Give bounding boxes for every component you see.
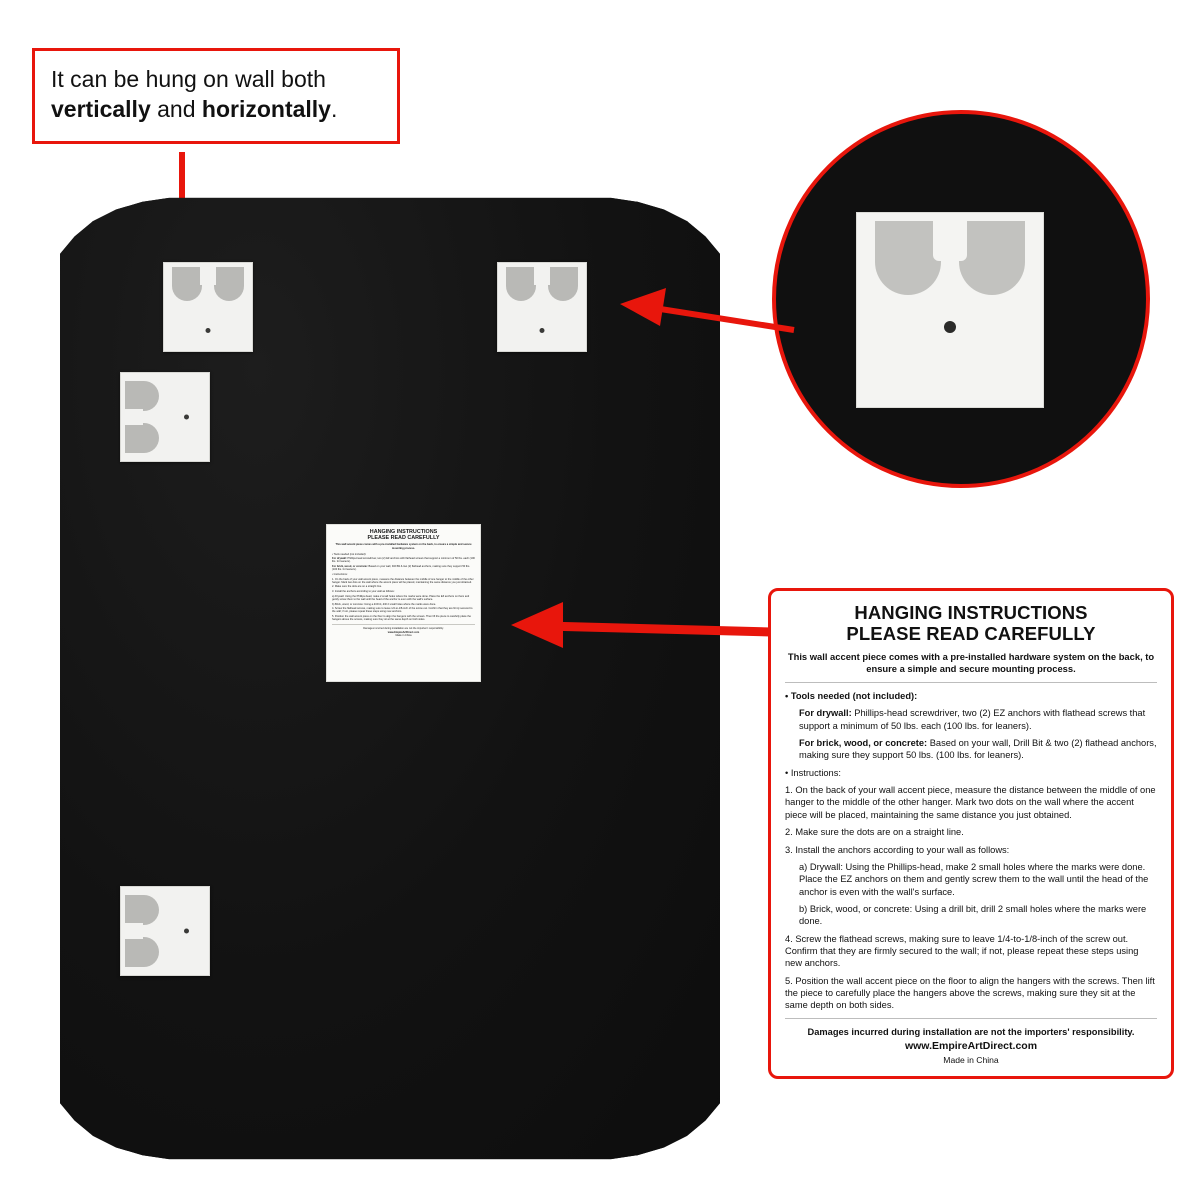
hanger-bracket-top-left	[163, 262, 253, 352]
closeup-hanger-keyhole-tab	[933, 213, 967, 261]
hanger-bracket-left-upper	[120, 372, 210, 462]
label-tools-drywall: For drywall: Phillips-head screwdriver, two (2) EZ anchors with flathead screws that support a minimum of 50 lbs. each (100 lbs. for leaners).	[332, 557, 475, 564]
label-title-line-1: HANGING INSTRUCTIONS	[369, 529, 438, 535]
label-subtitle: This wall accent piece comes with a pre-installed hardware system on the back, to ensure a simple and secure mounting process.	[335, 543, 472, 550]
instructions-step-3: 3. Install the anchors according to your wall as follows:	[785, 844, 1010, 855]
label-tools-header: • Tools needed (not included):	[332, 552, 367, 556]
hanger-keyhole-tab	[121, 923, 143, 939]
label-title-line-2: PLEASE READ CAREFULLY	[367, 535, 440, 542]
closeup-hanger-screw-dot	[944, 321, 956, 333]
hanger-screw-dot	[206, 328, 211, 333]
instructions-tools-drywall: For drywall: Phillips-head screwdriver, two (2) EZ anchors with flathead screws that support a minimum of 50 lbs. each (100 lbs. for leaners).	[799, 708, 1146, 731]
callout-line-1: It can be hung on wall both	[51, 66, 326, 92]
instructions-subtitle: This wall accent piece comes with a pre-installed hardware system on the back, to ensure a simple and secure mounting process.	[785, 651, 1157, 683]
hanger-lobe-left	[506, 267, 536, 301]
callout-box-hanging-orientation	[32, 48, 400, 144]
callout-bold-horizontally: horizontally	[201, 95, 331, 122]
closeup-hanger-lobe-left	[875, 221, 941, 295]
instructions-step-4: 4. Screw the flathead screws, making sure to leave 1/4-to-1/8-inch of the screw out. Confirm that they are firmly secured to the wall; if not, please repeat these steps using new anchors.	[785, 933, 1139, 969]
hanger-lobe-top	[125, 895, 159, 925]
instructions-made-in: Made in China	[943, 1054, 999, 1065]
instructions-tools-brick: For brick, wood, or concrete: Based on your wall, Drill Bit & two (2) flathead anchors, making sure they support 50 lbs. (100 lbs. for leaners).	[799, 738, 1157, 761]
arrow-closeup-to-hanger	[598, 278, 798, 348]
instructions-steps-header: • Instructions:	[785, 767, 841, 778]
label-step-3a: a) Drywall: Using the Phillips-head, make 2 small holes where the marks were done. Place the EZ anchors on them and gently screw them to the wall until the head of the anchor is even with the wall's surface.	[332, 594, 470, 601]
callout-line-2	[51, 95, 381, 125]
hanger-keyhole-tab	[121, 409, 143, 425]
hanger-lobe-right	[214, 267, 244, 301]
label-step-5: 5. Position the wall accent piece on the floor to align the hangers with the screws. Then lift the piece to carefully place the hangers above the screws, making sure they sit at the same depth on both sides.	[332, 614, 471, 622]
arrow-instructions-to-label	[415, 590, 775, 660]
instructions-tools-header: • Tools needed (not included):	[785, 690, 918, 701]
closeup-hanger-plate	[856, 212, 1044, 408]
instructions-title-line-2: PLEASE READ CAREFULLY	[846, 622, 1096, 644]
label-step-3: 3. Install the anchors according to your wall as follows:	[332, 590, 395, 594]
hanger-screw-dot	[540, 328, 545, 333]
hanger-lobe-top	[125, 381, 159, 411]
label-damages-note: Damages incurred during installation are not the importers' responsibility.	[363, 627, 444, 631]
label-instructions-header: • Instructions:	[332, 572, 348, 576]
hanging-instructions-panel	[768, 588, 1174, 1079]
label-website: www.EmpireArtDirect.com	[387, 630, 420, 634]
hardware-closeup-circle	[772, 110, 1150, 488]
label-tools-brick: For brick, wood, or concrete: Based on your wall, Drill Bit & two (2) flathead anchors, making sure they support 50 lbs. (100 lbs. for leaners).	[332, 565, 470, 572]
instructions-step-3b: b) Brick, wood, or concrete: Using a drill bit, drill 2 small holes where the marks were done.	[799, 903, 1147, 927]
label-step-4: 4. Screw the flathead screws, making sure to leave 1/4-to-1/8-inch of the screw out. Confirm that they are firmly secured to the wall; if not, please repeat these steps using new anchors.	[332, 607, 473, 614]
instructions-title-line-1: HANGING INSTRUCTIONS	[854, 602, 1088, 623]
hanger-lobe-bottom	[125, 423, 159, 453]
instructions-step-1: 1. On the back of your wall accent piece, measure the distance between the middle of one hanger to the middle of the other hanger. Mark two dots on the wall where the accent piece will be placed, maintaining the same distance you just obtained.	[785, 785, 1156, 820]
callout-bold-vertically: vertically	[51, 95, 151, 122]
callout-period: .	[330, 95, 338, 122]
hanger-lobe-left	[172, 267, 202, 301]
hanger-lobe-right	[548, 267, 578, 301]
label-step-3b: b) Brick, wood, or concrete: Using a drill bit, drill 2 small holes where the marks were done.	[332, 602, 437, 606]
instructions-step-2: 2. Make sure the dots are on a straight line.	[785, 827, 964, 838]
hanger-bracket-top-right	[497, 262, 587, 352]
instructions-step-5: 5. Position the wall accent piece on the floor to align the hangers with the screws. Then lift the piece to carefully place the hangers above the screws, making sure they sit at the same depth on both sides.	[785, 975, 1155, 1011]
hanger-bracket-left-lower	[120, 886, 210, 976]
closeup-hanger-lobe-right	[959, 221, 1025, 295]
hanger-keyhole-tab	[534, 263, 550, 285]
hanger-screw-dot	[184, 929, 189, 934]
instructions-website: www.EmpireArtDirect.com	[904, 1039, 1038, 1052]
label-made-in: Made in China	[395, 633, 412, 637]
hanger-lobe-bottom	[125, 937, 159, 967]
label-step-2: 2. Make sure the dots are on a straight line.	[332, 585, 382, 589]
instructions-step-3a: a) Drywall: Using the Phillips-head, make 2 small holes where the marks were done. Place the EZ anchors on them and gently screw them to the wall until the head of the anchor is even with the wall's surface.	[799, 861, 1149, 897]
hanger-screw-dot	[184, 415, 189, 420]
label-step-1: 1. On the back of your wall accent piece, measure the distance between the middle of one hanger to the middle of the other hanger. Mark two dots on the wall where the accent piece will be placed, maintaining the same distance you just obtained.	[332, 577, 474, 584]
callout-conjunction: and	[150, 95, 202, 122]
hanger-keyhole-tab	[200, 263, 216, 285]
instructions-damages-note: Damages incurred during installation are not the importers' responsibility.	[807, 1026, 1135, 1037]
